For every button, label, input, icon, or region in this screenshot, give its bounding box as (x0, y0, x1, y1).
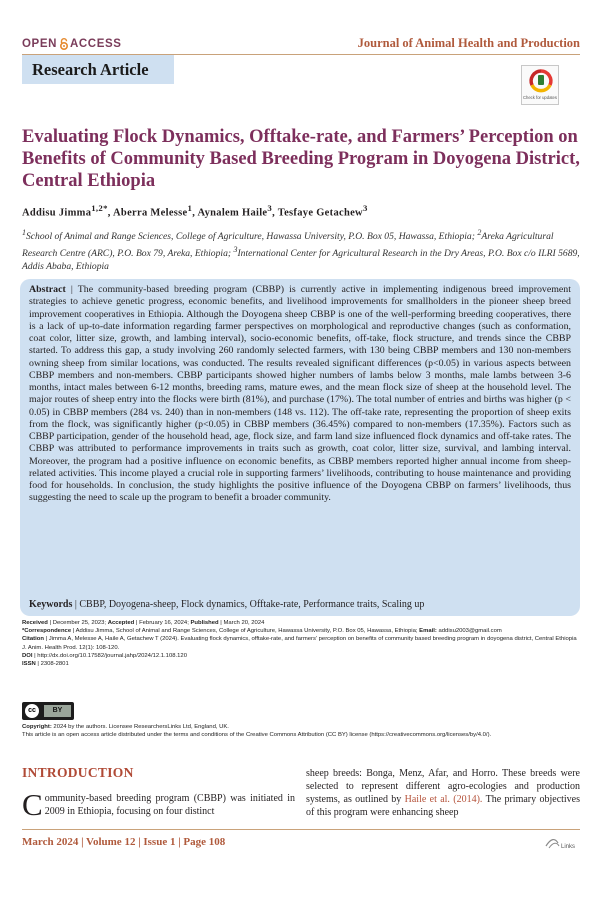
svg-text:Links: Links (561, 844, 576, 850)
intro-column-left: Community-based breeding program (CBBP) was initiated in 2009 in Ethiopia, focusing on four distinct (22, 787, 295, 822)
publisher-logo (545, 834, 580, 852)
reference-link[interactable]: Haile et al. (2014). (404, 794, 483, 805)
author-name: Addisu Jimma (22, 207, 92, 219)
email-link[interactable]: addisu2003@gmail.com (438, 628, 502, 635)
abstract-text: Abstract | The community-based breeding program (CBBP) is currently active in implementing indigenous breed improvement strategies to achieve genetic progress, economic benefits, and livelihood improvements for smallholders in the pioneer sheep breed improvement cooperatives in Ethiopia. Although the Doyogena sheep CBBP is one of the well-performing breeding cooperatives, there is a lack of up-to-date information regarding farmer perspectives on morphological and reproductive changes (such as conformation, coat color, litter size, growth, and lambing interval), socio-economic benefits, off-take, flock structure, and trends since the CBBP started. To address this gap, a study involving 260 randomly selected farmers, with 130 being CBBP members and 130 non-members owning sheep from similar locations, was conducted. The results revealed significant differences (p<0.05) in various aspects between CBBP members and non-members. CBBP participants showed higher numbers of lambs below 3 months, male lambs between 3-6 months, intact males between 6-12 months, breeding rams, mature ewes, and the mean flock size of sheep at the household level. The major routes of sheep entry into the flocks were birth (81%), and purchase (17%). The total number of entries and births was higher (p < 0.05) in CBBP members (284 vs. 240) than in non-members (148 vs. 112). The off-take rate, representing the proportion of sheep exits from the flock, was significantly higher (p<0.05) in CBBP members (36.45%) compared to non-members (17.35%). Factors such as CBBP participation, gender of the household head, age, flock size, and farm land size influenced flock dynamics and off-take rates. The CBBP was attributed to performance improvements in traits such as growth, coat color, litter size, survival, and lambing interval. Moreover, the program had a positive influence on economic benefits, as CBBP members reported higher annual income from sheep-related activities. This income played a crucial role in supporting farmers’ livelihoods, contributing to house maintenance and providing food for households. In conclusion, the study highlights the positive influence of the Doyogena CBBP on farmers’ livelihoods, thus suggesting the need to scale up the program to benefit a broader community. (29, 284, 571, 504)
by-icon: BY (44, 705, 71, 717)
page-footer: March 2024 | Volume 12 | Issue 1 | Page 108 (22, 836, 226, 848)
dates-line: Received | December 25, 2023; Accepted | February 16, 2024; Published | March 20, 2024 (22, 620, 265, 626)
intro-column-right: sheep breeds: Bonga, Menz, Afar, and Horro. These breeds were selected to represent different agro-ecologies and production systems, as outlined by Haile et al. (2014). The primary objectives of this program were enhancing sheep (306, 768, 581, 818)
open-access-label: OPEN ACCESS (22, 38, 122, 50)
author-list: Addisu Jimma$^{1,2*}$, Aberra Melesse$^1$, Aynalem Haile$^3$, Tesfaye Getachew$^3$ (22, 203, 368, 219)
author-name: Aberra Melesse (113, 207, 188, 219)
article-type-badge: Research Article (22, 55, 174, 84)
check-updates-icon (522, 68, 560, 96)
footer-rule (22, 829, 580, 830)
citation-line: Citation | Jimma A, Melesse A, Haile A, Getachew T (2024). Evaluating flock dynamics, offtake-rate, and farmers’ perception on benefits of community based breeding program in doyogena district, Central Ethiopia J. Anim. Health Prod. 12(1): 108-120. (22, 636, 577, 651)
license-text: This article is an open access article distributed under the terms and conditions of the Creative Commons Attribution (CC BY) license (https://creativecommons.org/licenses/by/4.0/). (22, 732, 492, 739)
doi-line: DOI | http://dx.doi.org/10.17582/journal.jahp/2024/12.1.108.120 (22, 652, 187, 659)
cc-icon: cc (25, 704, 39, 718)
author-name: Aynalem Haile (197, 207, 268, 219)
cc-license-badge[interactable] (22, 702, 74, 720)
check-updates-text: Check for updates (523, 95, 557, 101)
copyright: Copyright: 2024 by the authors. Licensee ResearchersLinks Ltd, England, UK. This article is an open access article distributed under the terms and conditions of the Creative Commons Attribution (CC BY) license (https://creativecommons.org/licenses/by/4.0/). (22, 723, 580, 739)
doi-link[interactable]: http://dx.doi.org/10.17582/journal.jahp/2024/12.1.108.120 (37, 652, 187, 659)
author-name: Tesfaye Getachew (277, 207, 363, 219)
drop-cap: C (22, 787, 43, 822)
correspondence-line: *Correspondence | Addisu Jimma, School of Animal and Range Sciences, College of Agriculture, Hawassa University, P.O. Box 05, Hawassa, Ethiopia; Email: addisu2003@gmail.com (22, 628, 502, 635)
issn-line: ISSN | 2308-2801 (22, 661, 69, 668)
keywords: Keywords | CBBP, Doyogena-sheep, Flock dynamics, Offtake-rate, Performance traits, Scaling up (29, 599, 425, 610)
affiliations: $^1$School of Animal and Range Sciences, College of Agriculture, Hawassa University, P.O. Box 05, Hawassa, Ethiopia; $^2$Areka Agricultural Research Centre (ARC), P.O. Box 79, Areka, Ethiopia; $^3$International Center for Agricultural Research in the Dry Areas, P.O. Box c/o ILRI 5689, Addis Ababa, Ethiopia (22, 228, 580, 273)
check-for-updates-button[interactable] (521, 65, 559, 105)
article-metadata (22, 619, 580, 668)
journal-name: Journal of Animal Health and Production (357, 36, 580, 50)
article-title: Evaluating Flock Dynamics, Offtake-rate, and Farmers’ Perception on Benefits of Community Based Breeding Program in Doyogena District, Central Ethiopia (22, 127, 580, 191)
open-access-lock-icon (59, 38, 69, 50)
section-heading-introduction: INTRODUCTION (22, 765, 134, 780)
page-header (22, 34, 580, 54)
abstract-box (20, 279, 580, 616)
